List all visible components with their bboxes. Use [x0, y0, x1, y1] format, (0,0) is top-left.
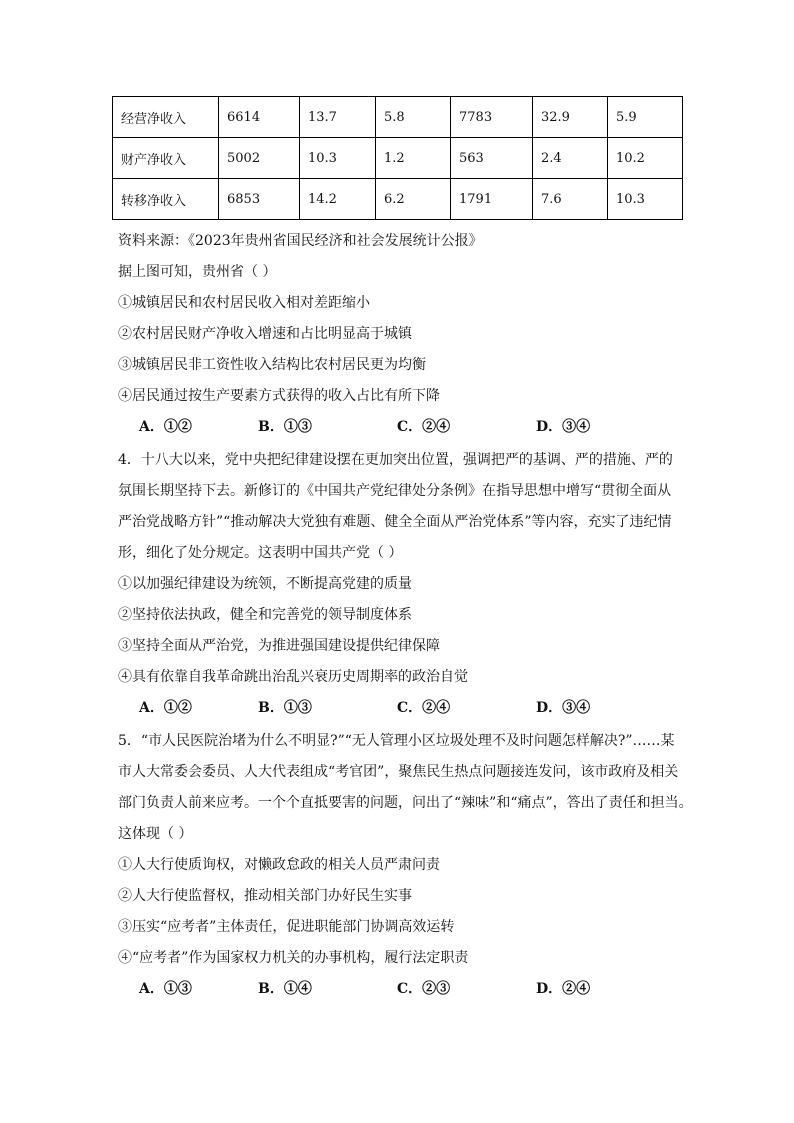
q3-option-d[interactable]: D．③④: [536, 419, 591, 435]
table-cell: 32.9: [533, 97, 608, 138]
table-source: 资料来源：《2023年贵州省国民经济和社会发展统计公报》: [118, 233, 483, 249]
table-cell: 5.8: [376, 97, 451, 138]
table-cell: 5002: [219, 138, 300, 179]
q3-stem: 据上图可知，贵州省（ ）: [118, 264, 277, 280]
q3-item-2: ②农村居民财产净收入增速和占比明显高于城镇: [118, 326, 412, 342]
q4-stem-line-2: 氛围长期坚持下去。新修订的《中国共产党纪律处分条例》在指导思想中增写“贯彻全面从: [118, 483, 672, 499]
table-cell: 6.2: [376, 179, 451, 220]
table-cell: 1.2: [376, 138, 451, 179]
q5-option-c[interactable]: C．②③: [397, 981, 451, 997]
q4-option-a[interactable]: A．①②: [139, 700, 192, 716]
q5-stem-line-4: 这体现（ ）: [118, 826, 193, 842]
table-cell: 14.2: [300, 179, 376, 220]
table-cell: 转移净收入: [113, 179, 219, 220]
table-cell: 13.7: [300, 97, 376, 138]
table-cell: 5.9: [608, 97, 683, 138]
q4-item-3: ③坚持全面从严治党，为推进强国建设提供纪律保障: [118, 638, 440, 654]
income-table: [112, 96, 683, 220]
table-cell: 10.3: [608, 179, 683, 220]
q5-option-b[interactable]: B．①④: [258, 981, 312, 997]
q4-option-b[interactable]: B．①③: [258, 700, 312, 716]
table-cell: 10.2: [608, 138, 683, 179]
q4-item-4: ④具有依靠自我革命跳出治乱兴衰历史周期率的政治自觉: [118, 669, 468, 685]
table-cell: 7.6: [533, 179, 608, 220]
q3-option-c[interactable]: C．②④: [397, 419, 451, 435]
q5-option-d[interactable]: D．②④: [536, 981, 591, 997]
q5-stem-line-3: 部门负责人前来应考。一个个直抵要害的问题，问出了“辣味”和“痛点”，答出了责任和担当。: [118, 795, 693, 811]
q5-stem-line-2: 市人大常委会委员、人大代表组成“考官团”，聚焦民生热点问题接连发问，该市政府及相关: [118, 764, 679, 780]
q4-stem-line-4: 形，细化了处分规定。这表明中国共产党（ ）: [118, 545, 403, 561]
table-row: [113, 97, 683, 138]
table-cell: 1791: [451, 179, 533, 220]
q5-item-4: ④“应考者”作为国家权力机关的办事机构，履行法定职责: [118, 950, 469, 966]
table-cell: 10.3: [300, 138, 376, 179]
q5-item-1: ①人大行使质询权，对懒政怠政的相关人员严肃问责: [118, 857, 440, 873]
table-cell: 2.4: [533, 138, 608, 179]
table-cell: 经营净收入: [113, 97, 219, 138]
q4-item-2: ②坚持依法执政，健全和完善党的领导制度体系: [118, 607, 412, 623]
q5-option-a[interactable]: A．①③: [139, 981, 192, 997]
q4-stem-line-3: 严治党战略方针”“推动解决大党独有难题、健全全面从严治党体系”等内容，充实了违纪情: [118, 514, 672, 530]
q4-stem-line-1: 4．十八大以来，党中央把纪律建设摆在更加突出位置，强调把严的基调、严的措施、严的: [118, 452, 673, 468]
q3-option-a[interactable]: A．①②: [139, 419, 192, 435]
q3-item-4: ④居民通过按生产要素方式获得的收入占比有所下降: [118, 388, 440, 404]
table-cell: 563: [451, 138, 533, 179]
q3-item-1: ①城镇居民和农村居民收入相对差距缩小: [118, 295, 370, 311]
q4-item-1: ①以加强纪律建设为统领，不断提高党建的质量: [118, 576, 412, 592]
q5-stem-line-1: 5．“市人民医院治堵为什么不明显?”“无人管理小区垃圾处理不及时问题怎样解决?”……某: [118, 733, 675, 749]
q5-item-2: ②人大行使监督权，推动相关部门办好民生实事: [118, 888, 412, 904]
q3-option-b[interactable]: B．①③: [258, 419, 312, 435]
q4-option-c[interactable]: C．②④: [397, 700, 451, 716]
q5-item-3: ③压实“应考者”主体责任，促进职能部门协调高效运转: [118, 919, 455, 935]
q4-option-d[interactable]: D．③④: [536, 700, 591, 716]
table-cell: 6614: [219, 97, 300, 138]
table-cell: 7783: [451, 97, 533, 138]
table-row: [113, 138, 683, 179]
table-cell: 财产净收入: [113, 138, 219, 179]
table-row: [113, 179, 683, 220]
table-cell: 6853: [219, 179, 300, 220]
q3-item-3: ③城镇居民非工资性收入结构比农村居民更为均衡: [118, 357, 426, 373]
